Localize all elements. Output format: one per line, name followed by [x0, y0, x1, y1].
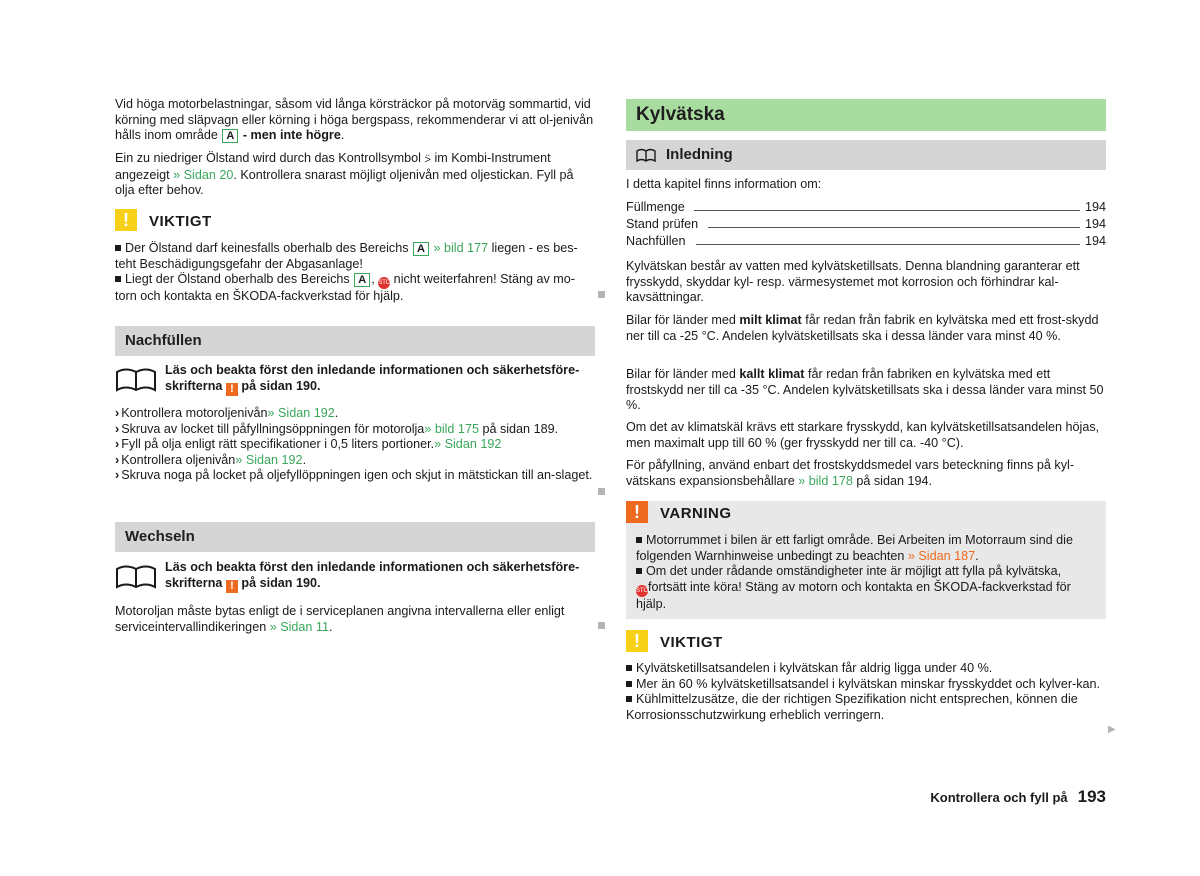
warning-exclamation-icon: ! — [226, 383, 238, 396]
warning-box — [626, 501, 1106, 619]
section-title: Inledning — [666, 146, 733, 163]
caution-1-b2-text: Liegt der Ölstand oberhalb des Bereichs — [125, 272, 350, 286]
oil-can-icon: ⍩ — [424, 153, 431, 165]
toc-leader — [708, 227, 1080, 228]
bullet-icon — [115, 276, 121, 282]
caution-2-list — [626, 661, 1106, 723]
link-sidan-192[interactable]: » Sidan 192 — [235, 452, 303, 467]
section-inledning — [626, 140, 1106, 170]
intro-p1-bold: - men inte högre — [239, 128, 341, 143]
note-tail: på sidan 190. — [237, 575, 321, 590]
warning-b2-text: Om det under rådande omständigheter inte är möjligt att fylla på kylvätska, — [646, 564, 1062, 578]
toc-list — [626, 200, 1106, 254]
wechseln-note — [165, 560, 595, 593]
footer-section: Kontrollera och fyll på — [930, 790, 1068, 805]
bullet-icon — [636, 537, 642, 543]
step-text: Kontrollera oljenivån — [121, 452, 236, 467]
nachfuellen-steps — [115, 406, 595, 484]
intro-p2-text-b: im Kombi-Instrument angezeigt — [115, 151, 551, 182]
toc-page: 194 — [1084, 234, 1106, 248]
chapter-title: Kylvätska — [636, 104, 725, 125]
section-title: Wechseln — [125, 528, 195, 545]
caution-icon: ! — [115, 209, 137, 231]
bullet-icon — [626, 665, 632, 671]
step-item — [115, 437, 595, 453]
end-mark-icon — [598, 488, 605, 495]
bullet-icon — [636, 568, 642, 574]
book-icon — [636, 148, 656, 162]
toc-row[interactable] — [626, 200, 1106, 216]
intro-p1-text: Vid höga motorbelastningar, såsom vid långa körsträckor på motorväg sommartid, vid körning med släpvagn eller körning i höga bergspass, rekommenderar vi att ol-jenivån hålls inom område — [115, 97, 594, 143]
caution-title-2: VIKTIGT — [660, 634, 723, 651]
caution-2-b2: Mer än 60 % kylvätsketillsatsandel i kylvätskan minskar frysskyddet och kylver-kan. — [636, 676, 1101, 691]
p3-tail: får redan från fabriken en kylvätska med ett frostskydd ner till ca -35 °C. Andelen kylvätsketillsats ska i dessa länder vara minst 50 %. — [626, 367, 1104, 413]
warning-title: VARNING — [660, 505, 732, 522]
note-tail: på sidan 190. — [237, 378, 321, 393]
step-tail: . — [302, 452, 307, 467]
bullet-icon — [626, 696, 632, 702]
toc-leader — [696, 244, 1080, 245]
warning-exclamation-icon: ! — [226, 580, 238, 593]
warning-bullet-2 — [636, 564, 1098, 612]
step-text: Kontrollera motoroljenivån — [121, 406, 268, 420]
caution-1-bullet-2 — [115, 272, 595, 305]
caution-2-bullet — [626, 661, 1106, 677]
warning-bullet-1 — [636, 533, 1098, 564]
page-footer — [626, 787, 1106, 807]
step-item — [115, 422, 595, 438]
section-wechseln — [115, 522, 595, 552]
p2-text: Bilar för länder med — [626, 313, 740, 327]
bullet-icon — [115, 245, 121, 251]
link-bild-175[interactable]: » bild 175 — [424, 421, 479, 436]
caution-1-b2-sep: , — [371, 272, 379, 286]
caution-2-b3: Kühlmittelzusätze, die der richtigen Spezifikation nicht entsprechen, können die Korrosionsschutzwirkung erheblich verringern. — [626, 692, 1078, 722]
chapter-bar — [626, 99, 1106, 131]
link-sidan-11[interactable]: » Sidan 11 — [269, 619, 329, 634]
end-mark-icon — [598, 622, 605, 629]
intro-paragraph-2 — [115, 151, 595, 199]
chevron-right-icon: › — [115, 406, 120, 420]
section-nachfuellen — [115, 326, 595, 356]
caution-1-b1-tail: liegen - es bes-teht Beschädigungsgefahr der Abgasanlage! — [115, 241, 578, 271]
step-tail: . — [334, 406, 339, 420]
step-item — [115, 406, 595, 422]
book-icon — [115, 563, 157, 589]
warning-b2-tail: fortsätt inte köra! Stäng av motorn och kontakta en ŠKODA-fackverkstad för hjälp. — [636, 579, 1071, 611]
wechseln-paragraph — [115, 604, 595, 635]
note-text: Läs och beakta först den inledande informationen och säkerhetsföre-skrifterna — [165, 560, 580, 590]
stop-icon: STOP — [636, 585, 648, 597]
toc-leader — [694, 210, 1080, 211]
step-item — [115, 453, 595, 469]
chevron-right-icon: › — [115, 421, 120, 436]
intro-paragraph-1 — [115, 97, 595, 144]
end-mark-icon — [598, 291, 605, 298]
toc-row[interactable] — [626, 234, 1106, 250]
toc-label: Füllmenge — [626, 200, 685, 214]
caution-2-bullet — [626, 692, 1106, 723]
link-sidan-187[interactable]: » Sidan 187 — [907, 548, 976, 563]
chevron-right-icon: › — [115, 468, 120, 483]
toc-page: 194 — [1084, 200, 1106, 214]
chevron-right-icon: › — [115, 452, 120, 467]
toc-label: Stand prüfen — [626, 217, 699, 231]
link-bild-177[interactable]: » bild 177 — [429, 241, 489, 255]
area-a-box: A — [222, 129, 238, 143]
link-sidan-192[interactable]: » Sidan 192 — [434, 437, 502, 452]
p2-tail: får redan från fabrik en kylvätska med ett frost-skydd ner till ca -25 °C. Andelen kylvätsketillsats ska i dessa länder vara minst 40 %. — [626, 313, 1099, 343]
chapter-intro: I detta kapitel finns information om: — [626, 177, 822, 191]
paragraph-1: Kylvätskan består av vatten med kylvätsketillsats. Denna blandning garanterar ett frysskydd, skyddar kyl- resp. värmesystemet mot korrosion och förhindrar kal-kavsättningar. — [626, 259, 1080, 305]
caution-box-1 — [115, 209, 137, 231]
warning-b1-text: Motorrummet i bilen är ett farligt område. Bei Arbeiten im Motorraum sind die folgenden Warnhinweise unbedingt zu beachten — [636, 533, 1073, 563]
link-bild-178[interactable]: » bild 178 — [798, 473, 853, 488]
step-tail: på sidan 189. — [478, 421, 559, 436]
p3-text: Bilar för länder med — [626, 367, 740, 381]
note-text: Läs och beakta först den inledande informationen och säkerhetsföre-skrifterna — [165, 363, 580, 393]
nachfuellen-note — [165, 363, 595, 396]
chevron-right-icon: › — [115, 437, 120, 452]
caution-1-bullet-1 — [115, 241, 595, 272]
p3-bold: kallt klimat — [739, 367, 805, 381]
paragraph-3 — [626, 367, 1106, 414]
warning-icon: ! — [626, 501, 648, 523]
toc-label: Nachfüllen — [626, 234, 686, 248]
paragraph-2 — [626, 313, 1106, 344]
step-text: Fyll på olja enligt rätt specifikationer i 0,5 liters portioner. — [121, 437, 435, 452]
intro-p2-text: Ein zu niedriger Ölstand wird durch das Kontrollsymbol — [115, 151, 421, 165]
caution-title-1: VIKTIGT — [149, 213, 212, 230]
step-text: Skruva noga på locket på oljefyllöppningen igen och skjut in mätstickan till an-slaget. — [121, 468, 593, 483]
continue-arrow-icon: ▶ — [1108, 724, 1116, 735]
step-item — [115, 468, 595, 484]
link-sidan-20[interactable]: » Sidan 20 — [173, 167, 234, 182]
caution-2-b1: Kylvätsketillsatsandelen i kylvätskan får aldrig ligga under 40 %. — [636, 661, 993, 675]
intro-p1-tail: . — [340, 128, 345, 143]
page-number: 193 — [1077, 787, 1106, 806]
p2-bold: milt klimat — [739, 313, 802, 327]
stop-icon: STOP — [378, 277, 390, 289]
paragraph-5 — [626, 458, 1106, 489]
area-a-box: A — [413, 242, 429, 256]
warning-b1-tail: . — [975, 548, 979, 563]
book-icon — [115, 366, 157, 392]
p5-tail: på sidan 194. — [852, 473, 932, 488]
wechseln-text: Motoroljan måste bytas enligt de i serviceplanen angivna intervallerna eller enligt serviceintervallindikeringen — [115, 604, 565, 634]
intro-p2-text-c: . Kontrollera snarast möjligt oljenivån med oljestickan. Fyll på olja efter behov. — [115, 167, 574, 198]
step-text: Skruva av locket till påfyllningsöppningen för motorolja — [121, 421, 425, 436]
caution-icon: ! — [626, 630, 648, 652]
toc-page: 194 — [1084, 217, 1106, 231]
paragraph-4: Om det av klimatskäl krävs ett starkare frysskydd, kan kylvätsketillsatsandelen höjas, men maximalt upp till 60 % (ger frysskydd ner till ca. -40 °C). — [626, 420, 1100, 450]
caution-1-b2-tail: nicht weiterfahren! Stäng av mo-torn och kontakta en ŠKODA-fackverkstad för hjälp. — [115, 272, 575, 303]
bullet-icon — [626, 681, 632, 687]
section-title: Nachfüllen — [125, 332, 202, 349]
caution-2-bullet — [626, 677, 1106, 693]
caution-1-b1-text: Der Ölstand darf keinesfalls oberhalb des Bereichs — [125, 241, 409, 255]
toc-row[interactable] — [626, 217, 1106, 233]
link-sidan-192[interactable]: » Sidan 192 — [267, 406, 335, 420]
p5-text: För påfyllning, använd enbart det frostskyddsmedel vars beteckning finns på kyl-vätskans expansionsbehållare — [626, 458, 1075, 488]
wechseln-tail: . — [329, 619, 333, 634]
area-a-box: A — [354, 273, 370, 287]
